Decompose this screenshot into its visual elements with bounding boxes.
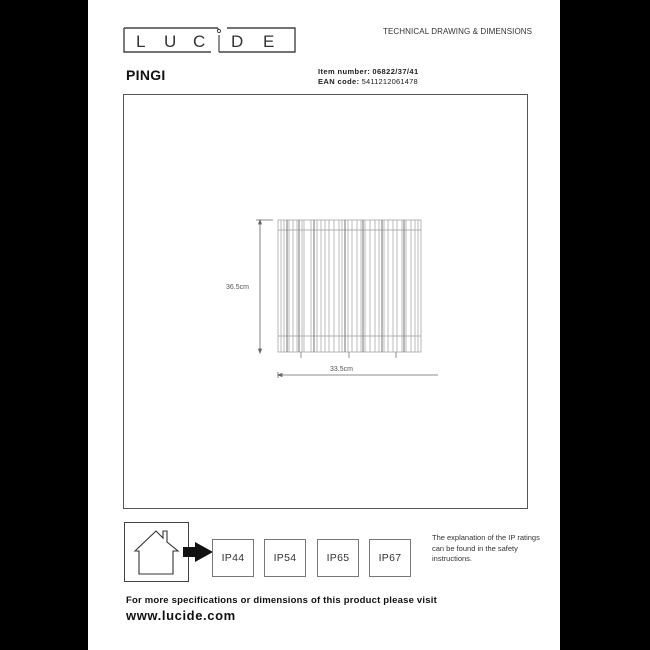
more-info-text: For more specifications or dimensions of this product please visit (126, 595, 437, 606)
website-link[interactable]: www.lucide.com (126, 608, 236, 623)
ip-rating-ip44: IP44 (212, 539, 254, 577)
product-meta (318, 67, 419, 87)
ip-rating-ip67: IP67 (369, 539, 411, 577)
ean-value: 5411212061478 (361, 77, 418, 86)
item-number-label: Item number: (318, 67, 371, 76)
lamp-technical-drawing (218, 210, 438, 385)
document-page (88, 0, 560, 650)
item-number-value: 06822/37/41 (372, 67, 419, 76)
svg-text:U: U (164, 32, 177, 51)
house-icon (125, 523, 187, 580)
item-number-row (318, 67, 419, 77)
svg-text:L: L (136, 32, 146, 51)
ip-rating-ip65: IP65 (317, 539, 359, 577)
ip-explanation-note: The explanation of the IP ratings can be found in the safety instructions. (432, 533, 540, 563)
width-dimension-label: 33.5cm (330, 366, 353, 373)
svg-text:C: C (193, 32, 206, 51)
svg-text:E: E (263, 32, 275, 51)
document-title: TECHNICAL DRAWING & DIMENSIONS (383, 27, 533, 36)
indoor-outdoor-box (124, 522, 189, 582)
svg-text:D: D (231, 32, 244, 51)
product-name: PINGI (126, 67, 166, 83)
ean-label: EAN code: (318, 77, 360, 86)
ip-rating-ip54: IP54 (264, 539, 306, 577)
arrow-right-icon (183, 541, 213, 563)
lucide-logo (123, 27, 296, 53)
ean-row (318, 77, 419, 87)
height-dimension-label: 36.5cm (226, 284, 249, 291)
